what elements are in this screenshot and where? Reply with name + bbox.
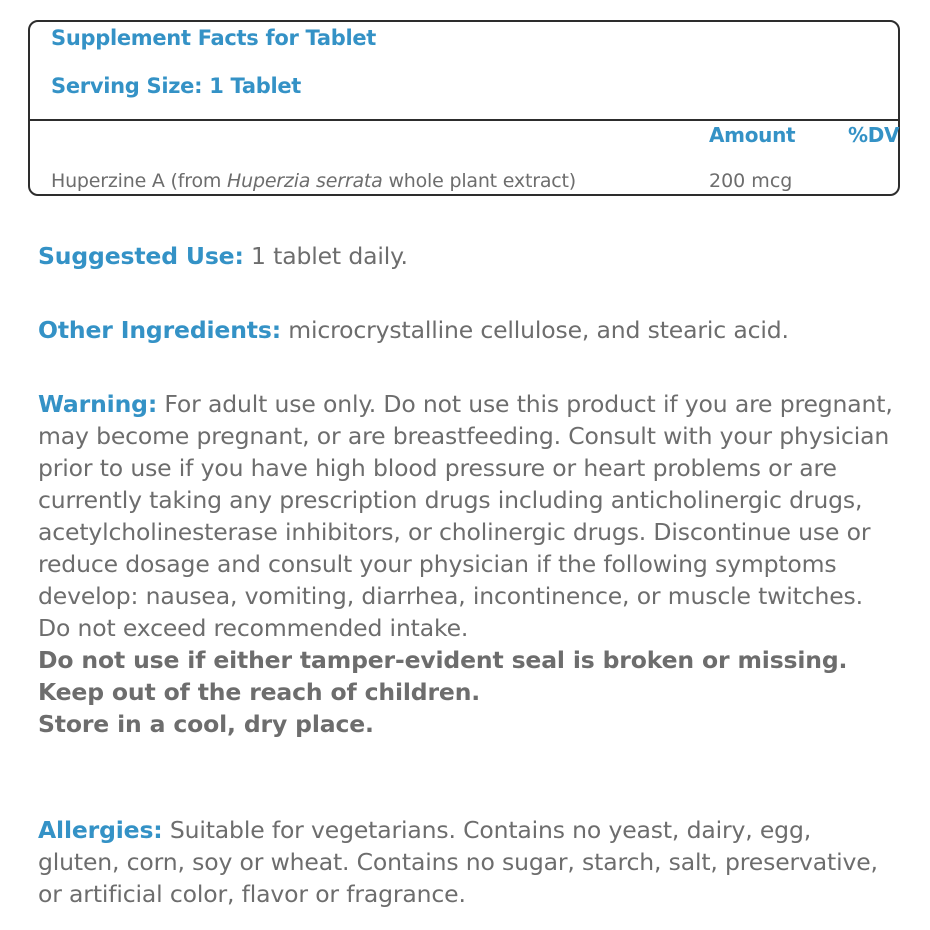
suggested-use-section (38, 240, 908, 272)
other-ingredients-text: microcrystalline cellulose, and stearic acid. (280, 316, 789, 344)
warning-text: For adult use only. Do not use this product if you are pregnant, may become pregnant, or are breastfeeding. Consult with your physician prior to use if you have high blood pressure or heart problems or are currently taking any prescription drugs including anticholinergic drugs, acetylcholinesterase inhibitors, or cholinergic drugs. Discontinue use or reduce dosage and consult your physician if the following symptoms develop: nausea, vomiting, diarrhea, incontinence, or muscle twitches. Do not exceed recommended intake. (38, 390, 893, 642)
allergies-label: Allergies: (38, 816, 163, 844)
tamper-seal-notice: Do not use if either tamper-evident seal is broken or missing. (38, 646, 848, 674)
serving-size: Serving Size: 1 Tablet (51, 74, 302, 98)
suggested-use-text: 1 tablet daily. (243, 242, 408, 270)
warning-section (38, 388, 898, 740)
facts-title: Supplement Facts for Tablet (51, 26, 377, 50)
ingredient-amount: 200 mcg (709, 170, 793, 192)
other-ingredients-section (38, 314, 908, 346)
other-ingredients-label: Other Ingredients: (38, 316, 281, 344)
warning-label: Warning: (38, 390, 158, 418)
allergies-section (38, 814, 898, 910)
ingredient-name (51, 170, 576, 192)
column-header-dv: %DV (848, 123, 900, 147)
suggested-use-label: Suggested Use: (38, 242, 244, 270)
facts-divider (30, 119, 898, 121)
ingredient-name-suffix: whole plant extract) (382, 170, 576, 192)
column-header-amount: Amount (709, 123, 796, 147)
children-notice: Keep out of the reach of children. (38, 678, 481, 706)
ingredient-name-prefix: Huperzine A (from (51, 170, 228, 192)
ingredient-species: Huperzia serrata (227, 170, 383, 192)
allergies-text: Suitable for vegetarians. Contains no yeast, dairy, egg, gluten, corn, soy or wheat. Contains no sugar, starch, salt, preservative, or artificial color, flavor or fragrance. (38, 816, 878, 908)
storage-notice: Store in a cool, dry place. (38, 710, 374, 738)
supplement-facts-panel (28, 20, 900, 196)
